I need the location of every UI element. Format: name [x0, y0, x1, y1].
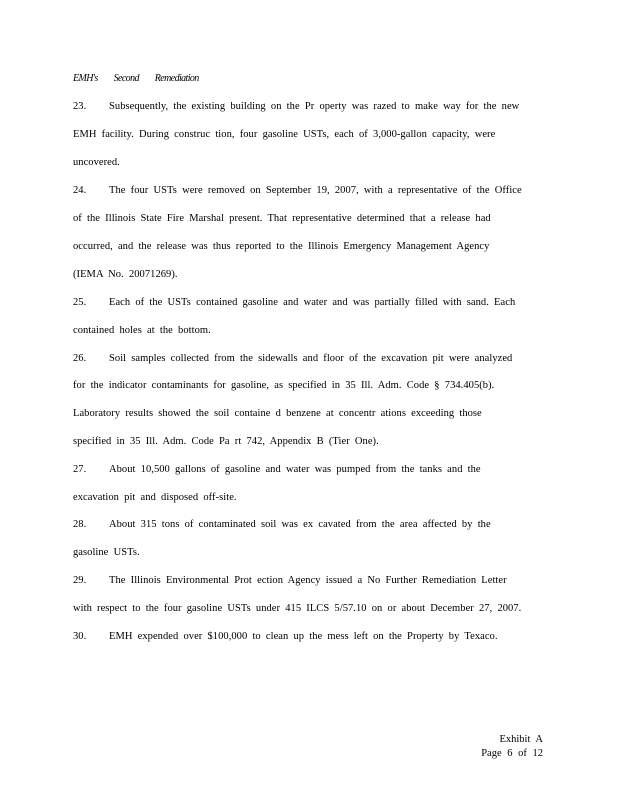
- paragraph-24-line-4: (IEMA No. 20071269).: [73, 269, 178, 280]
- paragraph-number: 29.: [73, 575, 87, 586]
- paragraph-27-line-2: excavation pit and disposed off-site.: [73, 492, 237, 503]
- paragraph-24-line-1: [73, 184, 522, 198]
- paragraph-26-line-3: Laboratory results showed the soil containe d benzene at concentr ations exceeding those: [73, 408, 482, 419]
- paragraph-text: EMH expended over $100,000 to clean up the mess left on the Property by Texaco.: [109, 631, 498, 642]
- paragraph-26-line-1: [73, 352, 512, 366]
- paragraph-text: Soil samples collected from the sidewalls and floor of the excavation pit were analyzed: [109, 353, 513, 364]
- paragraph-23-line-1: [73, 100, 519, 114]
- paragraph-26-line-2: for the indicator contaminants for gasoline, as specified in 35 Ill. Adm. Code § 734.405(b).: [73, 380, 495, 391]
- paragraph-number: 28.: [73, 519, 87, 530]
- paragraph-number: 30.: [73, 631, 87, 642]
- paragraph-number: 24.: [73, 185, 87, 196]
- paragraph-24-line-2: of the Illinois State Fire Marshal present. That representative determined that a release had: [73, 213, 491, 224]
- paragraph-number: 26.: [73, 353, 87, 364]
- paragraph-29-line-1: [73, 574, 507, 588]
- paragraph-26-line-4: specified in 35 Ill. Adm. Code Pa rt 742, Appendix B (Tier One).: [73, 436, 379, 447]
- paragraph-23-line-3: uncovered.: [73, 157, 120, 168]
- paragraph-23-line-2: EMH facility. During construc tion, four gasoline USTs, each of 3,000-gallon capacity, were: [73, 129, 496, 140]
- section-heading: EMH's Second Remediation: [73, 73, 199, 84]
- paragraph-25-line-2: contained holes at the bottom.: [73, 325, 211, 336]
- paragraph-text: Subsequently, the existing building on the Pr operty was razed to make way for the new: [109, 101, 520, 112]
- paragraph-number: 27.: [73, 464, 87, 475]
- paragraph-text: The Illinois Environmental Prot ection Agency issued a No Further Remediation Letter: [109, 575, 507, 586]
- paragraph-28-line-2: gasoline USTs.: [73, 547, 140, 558]
- paragraph-29-line-2: with respect to the four gasoline USTs under 415 ILCS 5/57.10 on or about December 27, 2007.: [73, 603, 522, 614]
- paragraph-text: About 10,500 gallons of gasoline and water was pumped from the tanks and the: [109, 464, 481, 475]
- paragraph-number: 25.: [73, 297, 87, 308]
- paragraph-number: 23.: [73, 101, 87, 112]
- paragraph-27-line-1: [73, 463, 481, 477]
- exhibit-label: Exhibit A: [499, 734, 543, 745]
- page-number: Page 6 of 12: [481, 748, 543, 759]
- paragraph-text: Each of the USTs contained gasoline and water and was partially filled with sand. Each: [109, 297, 516, 308]
- paragraph-28-line-1: [73, 518, 491, 532]
- paragraph-25-line-1: [73, 296, 515, 310]
- paragraph-30-line-1: [73, 630, 498, 644]
- paragraph-text: About 315 tons of contaminated soil was ex cavated from the area affected by the: [109, 519, 491, 530]
- paragraph-text: The four USTs were removed on September 19, 2007, with a representative of the Office: [109, 185, 522, 196]
- paragraph-24-line-3: occurred, and the release was thus reported to the Illinois Emergency Management Agency: [73, 241, 490, 252]
